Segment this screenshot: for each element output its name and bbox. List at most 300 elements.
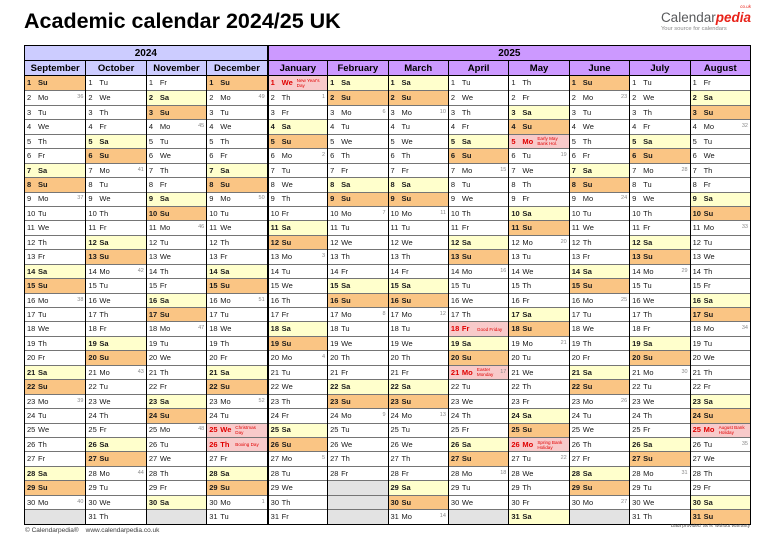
weekday-label: Mo bbox=[461, 165, 473, 175]
weekday-label: Sa bbox=[522, 208, 532, 218]
day-number: 6 bbox=[692, 151, 697, 161]
weekday-label: Tu bbox=[461, 180, 471, 190]
weekday-label: Sa bbox=[38, 468, 48, 478]
day-number: 9 bbox=[390, 194, 395, 204]
weekday-label: We bbox=[220, 425, 232, 435]
weekday-label: Tu bbox=[159, 237, 169, 247]
day-number: 21 bbox=[27, 367, 36, 377]
day-cell bbox=[147, 307, 206, 321]
weekday-label: We bbox=[99, 497, 111, 507]
day-cell bbox=[207, 206, 266, 220]
week-number: 32 bbox=[741, 123, 748, 130]
weekday-label: We bbox=[341, 237, 353, 247]
day-number: 16 bbox=[270, 295, 279, 305]
day-number: 12 bbox=[632, 237, 641, 247]
day-number: 13 bbox=[390, 252, 399, 262]
day-number: 15 bbox=[571, 281, 581, 291]
day-number: 16 bbox=[632, 295, 641, 305]
day-number: 14 bbox=[27, 266, 36, 276]
day-number: 28 bbox=[390, 468, 399, 478]
weekday-label: Su bbox=[703, 208, 714, 218]
weekday-label: We bbox=[703, 252, 715, 262]
day-number: 18 bbox=[148, 324, 158, 334]
weekday-label: Su bbox=[461, 252, 472, 262]
footer-disclaimer: Data provided 'as is' without warranty bbox=[670, 524, 750, 529]
weekday-label: Sa bbox=[38, 165, 48, 175]
calendar-table bbox=[24, 45, 751, 525]
day-cell bbox=[389, 336, 448, 350]
day-cell bbox=[389, 466, 448, 480]
weekday-label: Su bbox=[703, 411, 714, 421]
day-number: 18 bbox=[330, 324, 339, 334]
weekday-label: Sa bbox=[99, 338, 109, 348]
day-cell bbox=[147, 90, 206, 104]
day-number: 18 bbox=[450, 324, 460, 334]
weekday-label: Fr bbox=[341, 165, 349, 175]
day-cell bbox=[449, 480, 508, 494]
day-number: 10 bbox=[330, 208, 339, 218]
day-number: 5 bbox=[148, 136, 153, 146]
day-number: 4 bbox=[571, 122, 576, 132]
logo-wordmark bbox=[660, 4, 751, 25]
day-number: 7 bbox=[330, 165, 335, 175]
day-number: 24 bbox=[692, 411, 701, 421]
day-number: 6 bbox=[511, 151, 516, 161]
day-cell bbox=[389, 350, 448, 364]
day-number: 21 bbox=[330, 367, 339, 377]
empty-cell bbox=[328, 480, 387, 494]
year-band-2024: 2024 bbox=[25, 46, 267, 60]
holiday-label: Easter Monday bbox=[476, 367, 494, 378]
day-number: 14 bbox=[450, 266, 460, 276]
day-cell bbox=[389, 480, 448, 494]
day-number: 17 bbox=[209, 309, 218, 319]
day-number: 5 bbox=[511, 136, 516, 146]
day-number: 24 bbox=[88, 411, 97, 421]
month-column-september bbox=[25, 76, 85, 524]
day-number: 13 bbox=[692, 252, 701, 262]
month-column-june bbox=[569, 76, 629, 524]
weekday-label: Sa bbox=[401, 78, 411, 88]
day-cell bbox=[570, 394, 629, 408]
day-number: 20 bbox=[88, 353, 97, 363]
month-column-may bbox=[508, 76, 568, 524]
day-number: 26 bbox=[390, 439, 399, 449]
day-number: 23 bbox=[148, 396, 158, 406]
weekday-label: We bbox=[281, 483, 293, 493]
day-number: 7 bbox=[27, 165, 32, 175]
weekday-label: Su bbox=[281, 439, 292, 449]
day-cell bbox=[389, 235, 448, 249]
day-number: 8 bbox=[390, 180, 395, 190]
day-cell bbox=[509, 134, 568, 148]
day-cell bbox=[389, 220, 448, 234]
week-number: 6 bbox=[382, 108, 386, 115]
day-number: 29 bbox=[88, 483, 97, 493]
day-number: 7 bbox=[632, 165, 637, 175]
day-cell bbox=[25, 134, 85, 148]
day-number: 16 bbox=[209, 295, 218, 305]
day-cell bbox=[86, 206, 145, 220]
day-number: 27 bbox=[450, 454, 460, 464]
day-number: 3 bbox=[692, 107, 697, 117]
weekday-label: Th bbox=[281, 93, 291, 103]
weekday-label: Sa bbox=[522, 411, 532, 421]
month-column-april bbox=[448, 76, 508, 524]
month-header-december: December bbox=[206, 61, 266, 75]
day-number: 13 bbox=[450, 252, 460, 262]
weekday-label: Su bbox=[38, 281, 48, 291]
day-number: 10 bbox=[511, 208, 520, 218]
day-cell bbox=[207, 495, 266, 509]
weekday-label: Tu bbox=[401, 122, 410, 132]
day-cell bbox=[570, 177, 629, 191]
day-cell bbox=[86, 480, 145, 494]
weekday-label: Tu bbox=[401, 324, 410, 334]
weekday-label: Tu bbox=[99, 281, 108, 291]
day-cell bbox=[691, 451, 750, 465]
weekday-label: Fr bbox=[522, 497, 530, 507]
day-cell bbox=[509, 394, 568, 408]
day-number: 13 bbox=[330, 252, 339, 262]
day-number: 30 bbox=[511, 497, 520, 507]
weekday-label: Th bbox=[643, 512, 652, 522]
day-number: 8 bbox=[632, 180, 637, 190]
day-cell bbox=[147, 134, 206, 148]
weekday-label: Fr bbox=[38, 353, 46, 363]
day-number: 3 bbox=[330, 107, 335, 117]
weekday-label: Th bbox=[341, 151, 350, 161]
day-cell bbox=[449, 423, 508, 437]
weekday-label: Sa bbox=[401, 382, 411, 392]
weekday-label: Su bbox=[220, 180, 230, 190]
weekday-label: Su bbox=[38, 382, 48, 392]
day-cell bbox=[25, 321, 85, 335]
day-cell bbox=[86, 350, 145, 364]
weekday-label: We bbox=[281, 78, 293, 88]
day-number: 15 bbox=[390, 281, 399, 291]
day-number: 28 bbox=[692, 468, 701, 478]
weekday-label: Th bbox=[522, 78, 532, 88]
weekday-label: Sa bbox=[38, 367, 48, 377]
weekday-label: Fr bbox=[341, 266, 349, 276]
weekday-label: Sa bbox=[281, 425, 291, 435]
weekday-label: Mo bbox=[159, 425, 171, 435]
day-number: 13 bbox=[148, 252, 158, 262]
day-number: 25 bbox=[270, 425, 279, 435]
weekday-label: Su bbox=[401, 93, 412, 103]
day-cell bbox=[147, 379, 206, 393]
day-cell bbox=[86, 177, 145, 191]
day-cell bbox=[269, 76, 327, 90]
day-number: 2 bbox=[692, 93, 697, 103]
day-cell bbox=[147, 408, 206, 422]
day-cell bbox=[630, 480, 689, 494]
day-number: 30 bbox=[390, 497, 399, 507]
day-cell bbox=[389, 90, 448, 104]
weekday-label: We bbox=[159, 252, 171, 262]
day-cell bbox=[509, 206, 568, 220]
weekday-label: Th bbox=[341, 454, 350, 464]
weekday-label: Mo bbox=[281, 353, 293, 363]
day-cell bbox=[389, 134, 448, 148]
week-number: 35 bbox=[741, 440, 748, 447]
weekday-label: Tu bbox=[401, 223, 410, 233]
day-number: 19 bbox=[88, 338, 97, 348]
weekday-label: Mo bbox=[461, 468, 473, 478]
day-number: 11 bbox=[88, 223, 97, 233]
week-number: 1 bbox=[322, 94, 326, 101]
day-cell bbox=[328, 163, 387, 177]
weekday-label: Tu bbox=[582, 411, 592, 421]
day-number: 19 bbox=[390, 338, 399, 348]
weekday-label: Fr bbox=[461, 122, 469, 132]
day-cell bbox=[691, 220, 750, 234]
weekday-label: Su bbox=[582, 382, 593, 392]
day-cell bbox=[269, 264, 327, 278]
day-cell bbox=[630, 408, 689, 422]
day-number: 8 bbox=[209, 180, 214, 190]
day-cell bbox=[86, 451, 145, 465]
day-cell bbox=[691, 509, 750, 523]
day-cell bbox=[389, 394, 448, 408]
day-cell bbox=[691, 119, 750, 133]
day-number: 17 bbox=[88, 309, 97, 319]
weekday-label: Mo bbox=[401, 512, 412, 522]
weekday-label: Mo bbox=[220, 194, 231, 204]
empty-cell bbox=[147, 509, 206, 523]
day-number: 5 bbox=[450, 136, 456, 146]
weekday-label: Tu bbox=[522, 454, 531, 464]
day-cell bbox=[86, 105, 145, 119]
day-cell bbox=[147, 451, 206, 465]
day-number: 27 bbox=[692, 454, 701, 464]
day-number: 22 bbox=[632, 382, 641, 392]
day-number: 26 bbox=[632, 439, 641, 449]
weekday-label: Th bbox=[461, 208, 471, 218]
weekday-label: Sa bbox=[703, 194, 713, 204]
holiday-label: New Year's Day bbox=[296, 78, 320, 89]
day-number: 12 bbox=[27, 237, 36, 247]
day-cell bbox=[328, 451, 387, 465]
day-number: 9 bbox=[209, 194, 214, 204]
day-cell bbox=[147, 249, 206, 263]
day-number: 21 bbox=[692, 367, 701, 377]
day-cell bbox=[389, 177, 448, 191]
weekday-label: Su bbox=[522, 425, 532, 435]
day-cell bbox=[449, 148, 508, 162]
day-number: 8 bbox=[88, 180, 93, 190]
weekday-label: Tu bbox=[522, 252, 531, 262]
day-cell bbox=[147, 480, 206, 494]
weekday-label: Tu bbox=[703, 136, 713, 146]
day-number: 2 bbox=[632, 93, 637, 103]
weekday-label: Tu bbox=[461, 382, 471, 392]
day-number: 2 bbox=[450, 93, 456, 103]
day-number: 6 bbox=[270, 151, 275, 161]
day-cell bbox=[86, 90, 145, 104]
day-cell bbox=[691, 177, 750, 191]
weekday-label: Sa bbox=[582, 165, 592, 175]
day-cell bbox=[269, 293, 327, 307]
day-cell bbox=[509, 249, 568, 263]
day-cell bbox=[570, 365, 629, 379]
day-cell bbox=[86, 148, 145, 162]
day-number: 7 bbox=[450, 165, 456, 175]
week-number: 21 bbox=[560, 339, 567, 346]
weekday-label: Mo bbox=[582, 396, 594, 406]
day-number: 24 bbox=[270, 411, 279, 421]
day-number: 4 bbox=[692, 122, 697, 132]
weekday-label: We bbox=[461, 93, 474, 103]
day-number: 24 bbox=[330, 411, 339, 421]
week-number: 19 bbox=[560, 152, 567, 159]
day-cell bbox=[86, 134, 145, 148]
day-cell bbox=[86, 423, 145, 437]
day-number: 13 bbox=[571, 252, 581, 262]
day-number: 26 bbox=[330, 439, 339, 449]
day-number: 4 bbox=[148, 122, 153, 132]
weekday-label: Su bbox=[341, 93, 351, 103]
day-cell bbox=[25, 220, 85, 234]
calendar-grid bbox=[25, 75, 750, 524]
day-number: 15 bbox=[88, 281, 97, 291]
day-cell bbox=[389, 408, 448, 422]
weekday-label: Th bbox=[159, 468, 169, 478]
weekday-label: Fr bbox=[703, 180, 711, 190]
day-number: 17 bbox=[330, 309, 339, 319]
day-cell bbox=[509, 466, 568, 480]
day-cell bbox=[25, 408, 85, 422]
day-number: 4 bbox=[632, 122, 637, 132]
day-cell bbox=[691, 264, 750, 278]
weekday-label: We bbox=[461, 295, 474, 305]
weekday-label: Fr bbox=[582, 454, 590, 464]
day-number: 22 bbox=[450, 382, 460, 392]
day-number: 19 bbox=[692, 338, 701, 348]
day-number: 5 bbox=[209, 136, 214, 146]
weekday-label: Fr bbox=[643, 223, 651, 233]
day-cell bbox=[269, 466, 327, 480]
day-number: 18 bbox=[270, 324, 279, 334]
week-number: 3 bbox=[322, 253, 326, 260]
weekday-label: Fr bbox=[341, 468, 349, 478]
day-cell bbox=[328, 90, 387, 104]
day-number: 18 bbox=[571, 324, 581, 334]
weekday-label: Fr bbox=[159, 483, 167, 493]
weekday-label: Fr bbox=[281, 512, 289, 522]
day-number: 9 bbox=[270, 194, 275, 204]
weekday-label: Mo bbox=[643, 266, 654, 276]
weekday-label: Th bbox=[220, 237, 230, 247]
day-cell bbox=[449, 119, 508, 133]
week-number: 7 bbox=[382, 209, 386, 216]
day-number: 30 bbox=[571, 497, 581, 507]
day-cell bbox=[25, 192, 85, 206]
weekday-label: We bbox=[643, 396, 655, 406]
weekday-label: Su bbox=[281, 237, 292, 247]
day-cell bbox=[328, 220, 387, 234]
weekday-label: Fr bbox=[461, 223, 469, 233]
weekday-label: Fr bbox=[461, 425, 469, 435]
day-cell bbox=[269, 278, 327, 292]
day-cell bbox=[389, 365, 448, 379]
weekday-label: Fr bbox=[99, 425, 107, 435]
day-number: 13 bbox=[88, 252, 97, 262]
week-number: 46 bbox=[198, 224, 205, 231]
week-number: 5 bbox=[322, 455, 326, 462]
weekday-label: Th bbox=[461, 107, 471, 117]
weekday-label: Sa bbox=[461, 439, 472, 449]
weekday-label: Fr bbox=[703, 78, 711, 88]
weekday-label: Sa bbox=[220, 367, 230, 377]
weekday-label: Su bbox=[582, 180, 593, 190]
weekday-label: Tu bbox=[220, 107, 229, 117]
week-number: 43 bbox=[137, 368, 144, 375]
day-cell bbox=[147, 495, 206, 509]
weekday-label: Mo bbox=[522, 136, 534, 146]
day-number: 20 bbox=[270, 353, 279, 363]
day-cell bbox=[630, 451, 689, 465]
weekday-label: Sa bbox=[159, 295, 170, 305]
weekday-label: Tu bbox=[461, 281, 471, 291]
day-cell bbox=[269, 163, 327, 177]
day-cell bbox=[328, 307, 387, 321]
weekday-label: Tu bbox=[703, 237, 713, 247]
day-cell bbox=[630, 350, 689, 364]
day-cell bbox=[630, 423, 689, 437]
day-cell bbox=[328, 192, 387, 206]
day-cell bbox=[449, 90, 508, 104]
weekday-label: We bbox=[522, 468, 534, 478]
day-number: 6 bbox=[632, 151, 637, 161]
weekday-label: Su bbox=[159, 309, 170, 319]
weekday-label: Fr bbox=[582, 252, 590, 262]
weekday-label: We bbox=[159, 353, 171, 363]
weekday-label: We bbox=[38, 425, 50, 435]
day-cell bbox=[389, 163, 448, 177]
day-number: 23 bbox=[27, 396, 36, 406]
day-number: 30 bbox=[88, 497, 97, 507]
weekday-label: Th bbox=[159, 367, 169, 377]
month-column-march bbox=[388, 76, 448, 524]
weekday-label: Mo bbox=[341, 208, 352, 218]
day-number: 21 bbox=[270, 367, 279, 377]
day-cell bbox=[269, 206, 327, 220]
day-number: 11 bbox=[330, 223, 338, 233]
day-cell bbox=[328, 278, 387, 292]
day-number: 25 bbox=[27, 425, 36, 435]
day-cell bbox=[25, 307, 85, 321]
day-cell bbox=[691, 206, 750, 220]
weekday-label: Fr bbox=[582, 353, 590, 363]
logo-tagline: Your source for calendars bbox=[660, 26, 727, 32]
day-cell bbox=[328, 394, 387, 408]
day-cell bbox=[86, 293, 145, 307]
day-number: 20 bbox=[209, 353, 218, 363]
weekday-label: Fr bbox=[38, 454, 46, 464]
day-number: 22 bbox=[148, 382, 158, 392]
day-cell bbox=[570, 379, 629, 393]
day-number: 23 bbox=[571, 396, 581, 406]
weekday-label: Su bbox=[220, 483, 230, 493]
weekday-label: Su bbox=[522, 324, 532, 334]
weekday-label: We bbox=[643, 194, 655, 204]
day-number: 14 bbox=[88, 266, 97, 276]
day-cell bbox=[449, 394, 508, 408]
weekday-label: Mo bbox=[582, 93, 594, 103]
weekday-label: Su bbox=[703, 309, 714, 319]
